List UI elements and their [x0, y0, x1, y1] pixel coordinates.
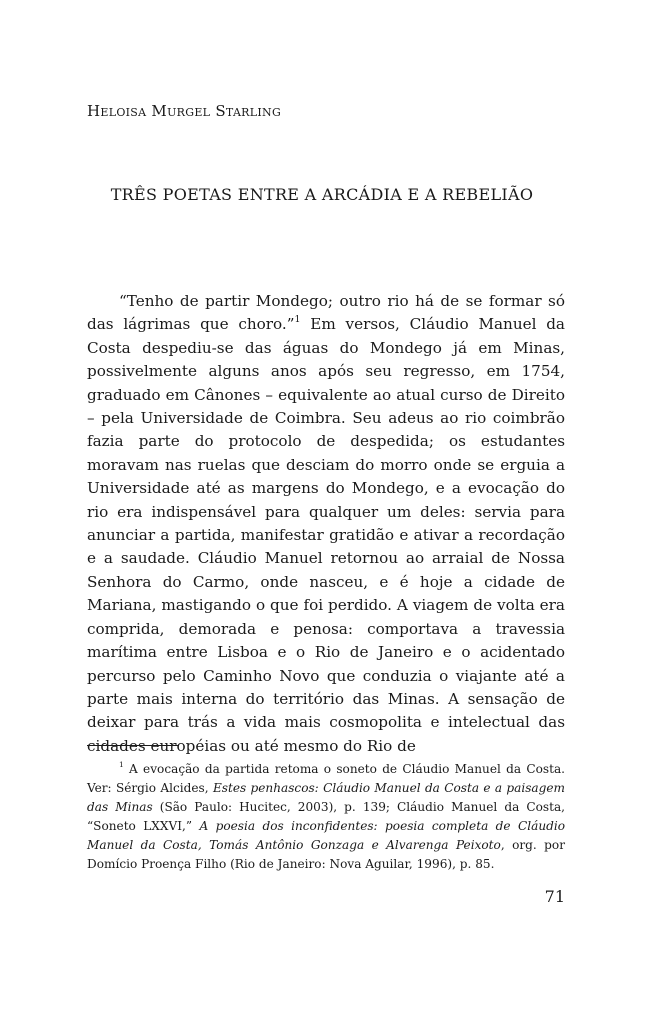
footnote-title-2: A poesia dos inconfidentes: poesia completa de Cláudio Manuel da Costa, Tomás Antônio Gonzaga e Alvarenga Peixoto	[87, 819, 565, 852]
running-header-author: Heloisa Murgel Starling	[87, 102, 282, 120]
footnote-text-3: , org. por Domício Proença Filho (Rio de Janeiro: Nova Aguilar, 1996), p. 85.	[87, 838, 565, 871]
footnote-mark: 1	[119, 759, 124, 769]
paragraph	[87, 290, 565, 758]
body-text	[87, 290, 565, 758]
footnote	[87, 760, 565, 874]
paragraph-text-rest: Em versos, Cláudio Manuel da Costa despediu-se das águas do Mondego já em Minas, possivelmente alguns anos após seu regresso, em 1754, graduado em Cânones – equivalente ao atual curso de Direito – pela Universidade de Coimbra. Seu adeus ao rio coimbrão fazia parte do protocolo de despedida; os estudantes moravam nas ruelas que desciam do morro onde se erguia a Universidade até as margens do Mondego, e a evocação do rio era indispensável para qualquer um deles: servia para anunciar a partida, manifestar gratidão e ativar a recordação e a saudade. Cláudio Manuel retornou ao arraial de Nossa Senhora do Carmo, onde nasceu, e é hoje a cidade de Mariana, mastigando o que foi perdido. A viagem de volta era comprida, demorada e penosa: comportava a travessia marítima entre Lisboa e o Rio de Janeiro e o acidentado percurso pelo Caminho Novo que conduzia o viajante até a parte mais interna do território das Minas. A sensação de deixar para trás a vida mais cosmopolita e intelectual das cidades européias ou até mesmo do Rio de	[87, 315, 565, 755]
footnote-reference: 1	[294, 313, 301, 325]
footnote-text-1: A evocação da partida retoma o soneto de Cláudio Manuel da Costa. Ver: Sérgio Alcides,	[87, 762, 565, 795]
page-number: 71	[544, 887, 565, 906]
paragraph-text-start: “Tenho de partir Mondego; outro rio há de se formar só das lágrimas que choro.”	[87, 292, 565, 334]
footnote-separator	[87, 745, 179, 746]
chapter-title: TRÊS POETAS ENTRE A ARCÁDIA E A REBELIÃO	[110, 185, 534, 204]
footnote-title-1: Estes penhascos: Cláudio Manuel da Costa e a paisagem das Minas	[87, 781, 565, 814]
footnote-text-2: (São Paulo: Hucitec, 2003), p. 139; Cláudio Manuel da Costa, “Soneto LXXVI,”	[87, 800, 565, 833]
